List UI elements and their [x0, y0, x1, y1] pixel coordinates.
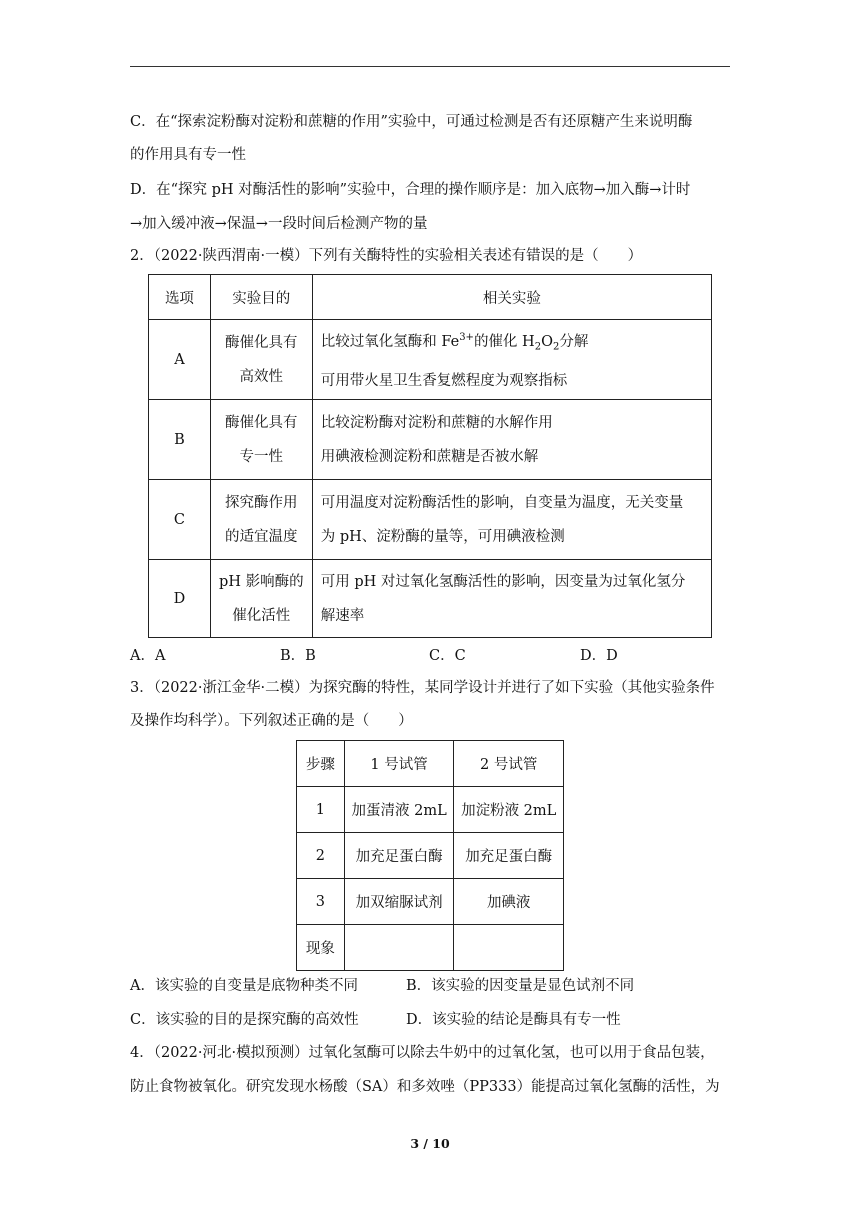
- table-row: [297, 833, 564, 879]
- experiment-line: 用碘液检测淀粉和蔗糖是否被水解: [320, 448, 539, 465]
- header-cell: 2 号试管: [454, 741, 564, 787]
- table-header-row: [297, 741, 564, 787]
- option-cell: C: [149, 480, 211, 560]
- table-cell: 3: [297, 879, 345, 925]
- purpose-line: 专一性: [239, 448, 284, 465]
- purpose-cell: [210, 560, 312, 638]
- subscript: 2: [552, 341, 560, 353]
- q3-options-row1: [130, 976, 634, 996]
- table-row: [297, 879, 564, 925]
- table-cell: 1: [297, 787, 345, 833]
- experiment-line: [321, 321, 711, 365]
- table-cell: 2: [297, 833, 345, 879]
- header-cell: 步骤: [297, 741, 345, 787]
- purpose-line: 高效性: [239, 368, 284, 385]
- text: 分解: [559, 333, 589, 350]
- option-cell: D: [149, 560, 211, 638]
- experiment-line: 可用 pH 对过氧化氢酶活性的影响，因变量为过氧化氢分: [320, 573, 686, 590]
- q4-line2: 防止食物被氧化。研究发现水杨酸（SA）和多效唑（PP333）能提高过氧化氢酶的活性，为: [130, 1079, 720, 1095]
- option-c: C．C: [429, 648, 466, 664]
- header-cell: 选项: [149, 275, 211, 320]
- text: 的催化 H: [473, 333, 535, 350]
- header-rule: [130, 66, 730, 67]
- purpose-line: 探究酶作用: [225, 494, 298, 511]
- table-row: [149, 480, 712, 560]
- option-c: C．该实验的目的是探究酶的高效性: [130, 1012, 359, 1028]
- table-cell: 加碘液: [454, 879, 564, 925]
- option-cell: B: [149, 400, 211, 480]
- experiment-cell: [312, 560, 711, 638]
- experiment-line: 比较淀粉酶对淀粉和蔗糖的水解作用: [320, 414, 553, 431]
- table-cell: [454, 925, 564, 971]
- option-b: B．该实验的因变量是显色试剂不同: [406, 978, 635, 994]
- table-row: [149, 400, 712, 480]
- table-row: [149, 320, 712, 400]
- experiment-line: 解速率: [320, 607, 365, 624]
- purpose-line: 的适宜温度: [225, 528, 298, 545]
- q2-table: [148, 274, 712, 638]
- purpose-line: 酶催化具有: [225, 414, 298, 431]
- table-cell: 加充足蛋白酶: [344, 833, 454, 879]
- superscript: 3+: [459, 331, 474, 343]
- table-cell: [344, 925, 454, 971]
- experiment-line: 为 pH、淀粉酶的量等，可用碘液检测: [320, 528, 565, 545]
- subscript: 2: [534, 341, 542, 353]
- table-header-row: [149, 275, 712, 320]
- q3-stem-line2: 及操作均科学）。下列叙述正确的是（ ）: [130, 713, 413, 729]
- q4-line1: 4．（2022·河北·模拟预测）过氧化氢酶可以除去牛奶中的过氧化氢，也可以用于食品包装，: [130, 1045, 715, 1061]
- page-number: 3 / 10: [410, 1136, 450, 1151]
- table-row: [149, 560, 712, 638]
- table-cell: 加淀粉液 2mL: [454, 787, 564, 833]
- header-cell: 实验目的: [210, 275, 312, 320]
- text: O: [541, 333, 553, 350]
- option-a: A．A: [130, 648, 166, 664]
- table-cell: 加双缩脲试剂: [344, 879, 454, 925]
- q3-table: [296, 740, 564, 971]
- q2-options: [130, 646, 618, 666]
- experiment-cell: [312, 480, 711, 560]
- q3-options-row2: [130, 1010, 621, 1030]
- purpose-cell: [210, 400, 312, 480]
- q3-stem-line1: 3．（2022·浙江金华·二模）为探究酶的特性，某同学设计并进行了如下实验（其他实验条件: [130, 680, 715, 696]
- option-a: A．该实验的自变量是底物种类不同: [130, 978, 358, 994]
- table-row: [297, 925, 564, 971]
- q1-option-d-line2: →加入缓冲液→保温→一段时间后检测产物的量: [130, 216, 428, 232]
- text: 比较过氧化氢酶和 Fe: [320, 333, 460, 350]
- purpose-cell: [210, 320, 312, 400]
- q1-option-c-line1: C．在“探索淀粉酶对淀粉和蔗糖的作用”实验中，可通过检测是否有还原糖产生来说明酶: [130, 114, 693, 130]
- header-cell: 1 号试管: [344, 741, 454, 787]
- table-cell: 加充足蛋白酶: [454, 833, 564, 879]
- table-cell: 加蛋清液 2mL: [344, 787, 454, 833]
- q1-option-d-line1: D．在“探究 pH 对酶活性的影响”实验中，合理的操作顺序是：加入底物→加入酶→计时: [130, 182, 691, 198]
- option-d: D．该实验的结论是酶具有专一性: [406, 1012, 621, 1028]
- purpose-line: pH 影响酶的: [219, 573, 304, 590]
- purpose-line: 酶催化具有: [225, 334, 298, 351]
- option-b: B．B: [280, 648, 316, 664]
- option-cell: A: [149, 320, 211, 400]
- table-row: [297, 787, 564, 833]
- experiment-line: 可用温度对淀粉酶活性的影响，自变量为温度，无关变量: [320, 494, 684, 511]
- q1-option-c-line2: 的作用具有专一性: [130, 147, 246, 163]
- header-cell: 相关实验: [312, 275, 711, 320]
- purpose-cell: [210, 480, 312, 560]
- q2-stem: 2．（2022·陕西渭南·一模）下列有关酶特性的实验相关表述有错误的是（ ）: [130, 248, 643, 264]
- option-d: D．D: [580, 648, 618, 664]
- experiment-cell: [312, 320, 711, 400]
- experiment-line: 可用带火星卫生香复燃程度为观察指标: [320, 373, 568, 390]
- table-cell: 现象: [297, 925, 345, 971]
- purpose-line: 催化活性: [232, 607, 291, 624]
- experiment-cell: [312, 400, 711, 480]
